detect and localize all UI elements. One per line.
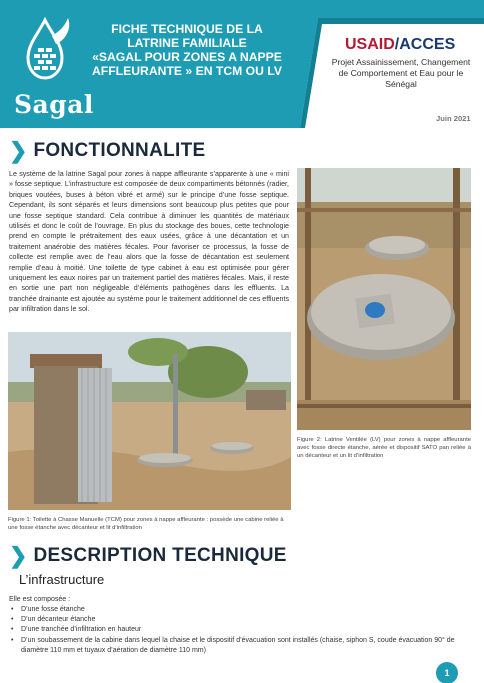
title-line: «SAGAL POUR ZONES A NAPPE: [92, 50, 282, 64]
infrastructure-list: [9, 605, 479, 656]
list-intro: Elle est composée :: [9, 596, 71, 603]
list-item: • D’un décanteur étanche: [9, 615, 479, 625]
title-line: LATRINE FAMILIALE: [127, 36, 247, 50]
section-description-heading: [9, 545, 287, 567]
chevron-right-icon: ❯: [9, 543, 28, 568]
section-fonctionnalite-heading: [9, 140, 205, 162]
title-line: AFFLEURANTE » EN TCM OU LV: [91, 64, 283, 78]
usaid-acces-logo: [345, 36, 455, 54]
project-line: de Comportement et Eau pour le: [338, 68, 464, 78]
list-item: • D’une tranchée d’infiltration en hauteur: [9, 625, 479, 635]
sagal-drop-icon: [8, 14, 82, 94]
section-title: DESCRIPTION TECHNIQUE: [33, 545, 287, 566]
title-line: FICHE TECHNIQUE DE LA: [111, 22, 263, 36]
figure1-photo: [8, 332, 291, 510]
page-number: 1: [436, 662, 458, 683]
document-title: [82, 22, 292, 78]
figure1-caption: Figure 1: Toilette à Chasse Manuelle (TCM) pour zones à nappe affleurante : possède une cabine reliée à une fosse étanche avec décanteur et lit d’infiltration: [8, 517, 284, 531]
figure2-caption: Figure 2: Latrine Ventilée (LV) pour zones à nappe affleurante avec fosse directe étanche, aérée et dispositif SATO pan reliée à un décanteur et un lit d’infiltration: [297, 437, 471, 459]
fonctionnalite-paragraph: Le système de la latrine Sagal pour zones à nappe affleurante s’apparente à une « mini » fosse septique. L’infrastructure est composée de deux compartiments bétonnés (radier, briques voutées, buses à béton vibré et armé) sur le principe d’une fosse septique. Cependant, ils sont séparés et leurs dimensions sont beaucoup plus petites que pour une fosse septique standard. Cela contribue à diminuer les quantités de matériaux utilisés et donc le coût de l’ouvrage. En plus du stockage des boues, cette technologie prend en compte le prétraitement des eaux usées, grâce à une décantation et un traitement anaérobie des matières fécales. Pour favoriser ce processus, la fosse de collecte est remplie avec de l’eau alors que la fosse de décantation est seulement remplie d’eau à moitié. Une toilette de type cabinet à eau est optimisée pour gérer uniquement les eaux noires par un traitement partiel des matières fécales. Mais, il reste en sortie une part non négligeable d’éléments pathogènes dans les effluents. La tranchée drainante est ajoutée au système pour le traitement additionnel de ces effluents par infiltration dans le sol.: [9, 170, 289, 314]
project-line: Sénégal: [385, 79, 417, 89]
acces-text: /ACCES: [394, 36, 456, 53]
logo-text: Sagal: [14, 90, 94, 119]
usaid-text: USAID: [345, 36, 395, 53]
sagal-logo: [8, 14, 94, 119]
list-item: • D’un soubassement de la cabine dans lequel la chaise et le dispositif d’évacuation sont installés (chaise, siphon S, coude évacuation 90° de diamètre 110 mm et tuyaux d’aération de diamètre 110 mm): [9, 636, 479, 656]
publication-date: Juin 2021: [436, 114, 471, 123]
section-title: FONCTIONNALITE: [33, 140, 206, 161]
project-line: Projet Assainissement, Changement: [331, 57, 471, 67]
project-name: [326, 57, 476, 90]
chevron-right-icon: ❯: [9, 138, 28, 163]
infrastructure-subtitle: L’infrastructure: [19, 572, 105, 587]
header-banner: [0, 0, 484, 128]
list-item: • D’une fosse étanche: [9, 605, 479, 615]
figure2-photo: [297, 168, 471, 430]
